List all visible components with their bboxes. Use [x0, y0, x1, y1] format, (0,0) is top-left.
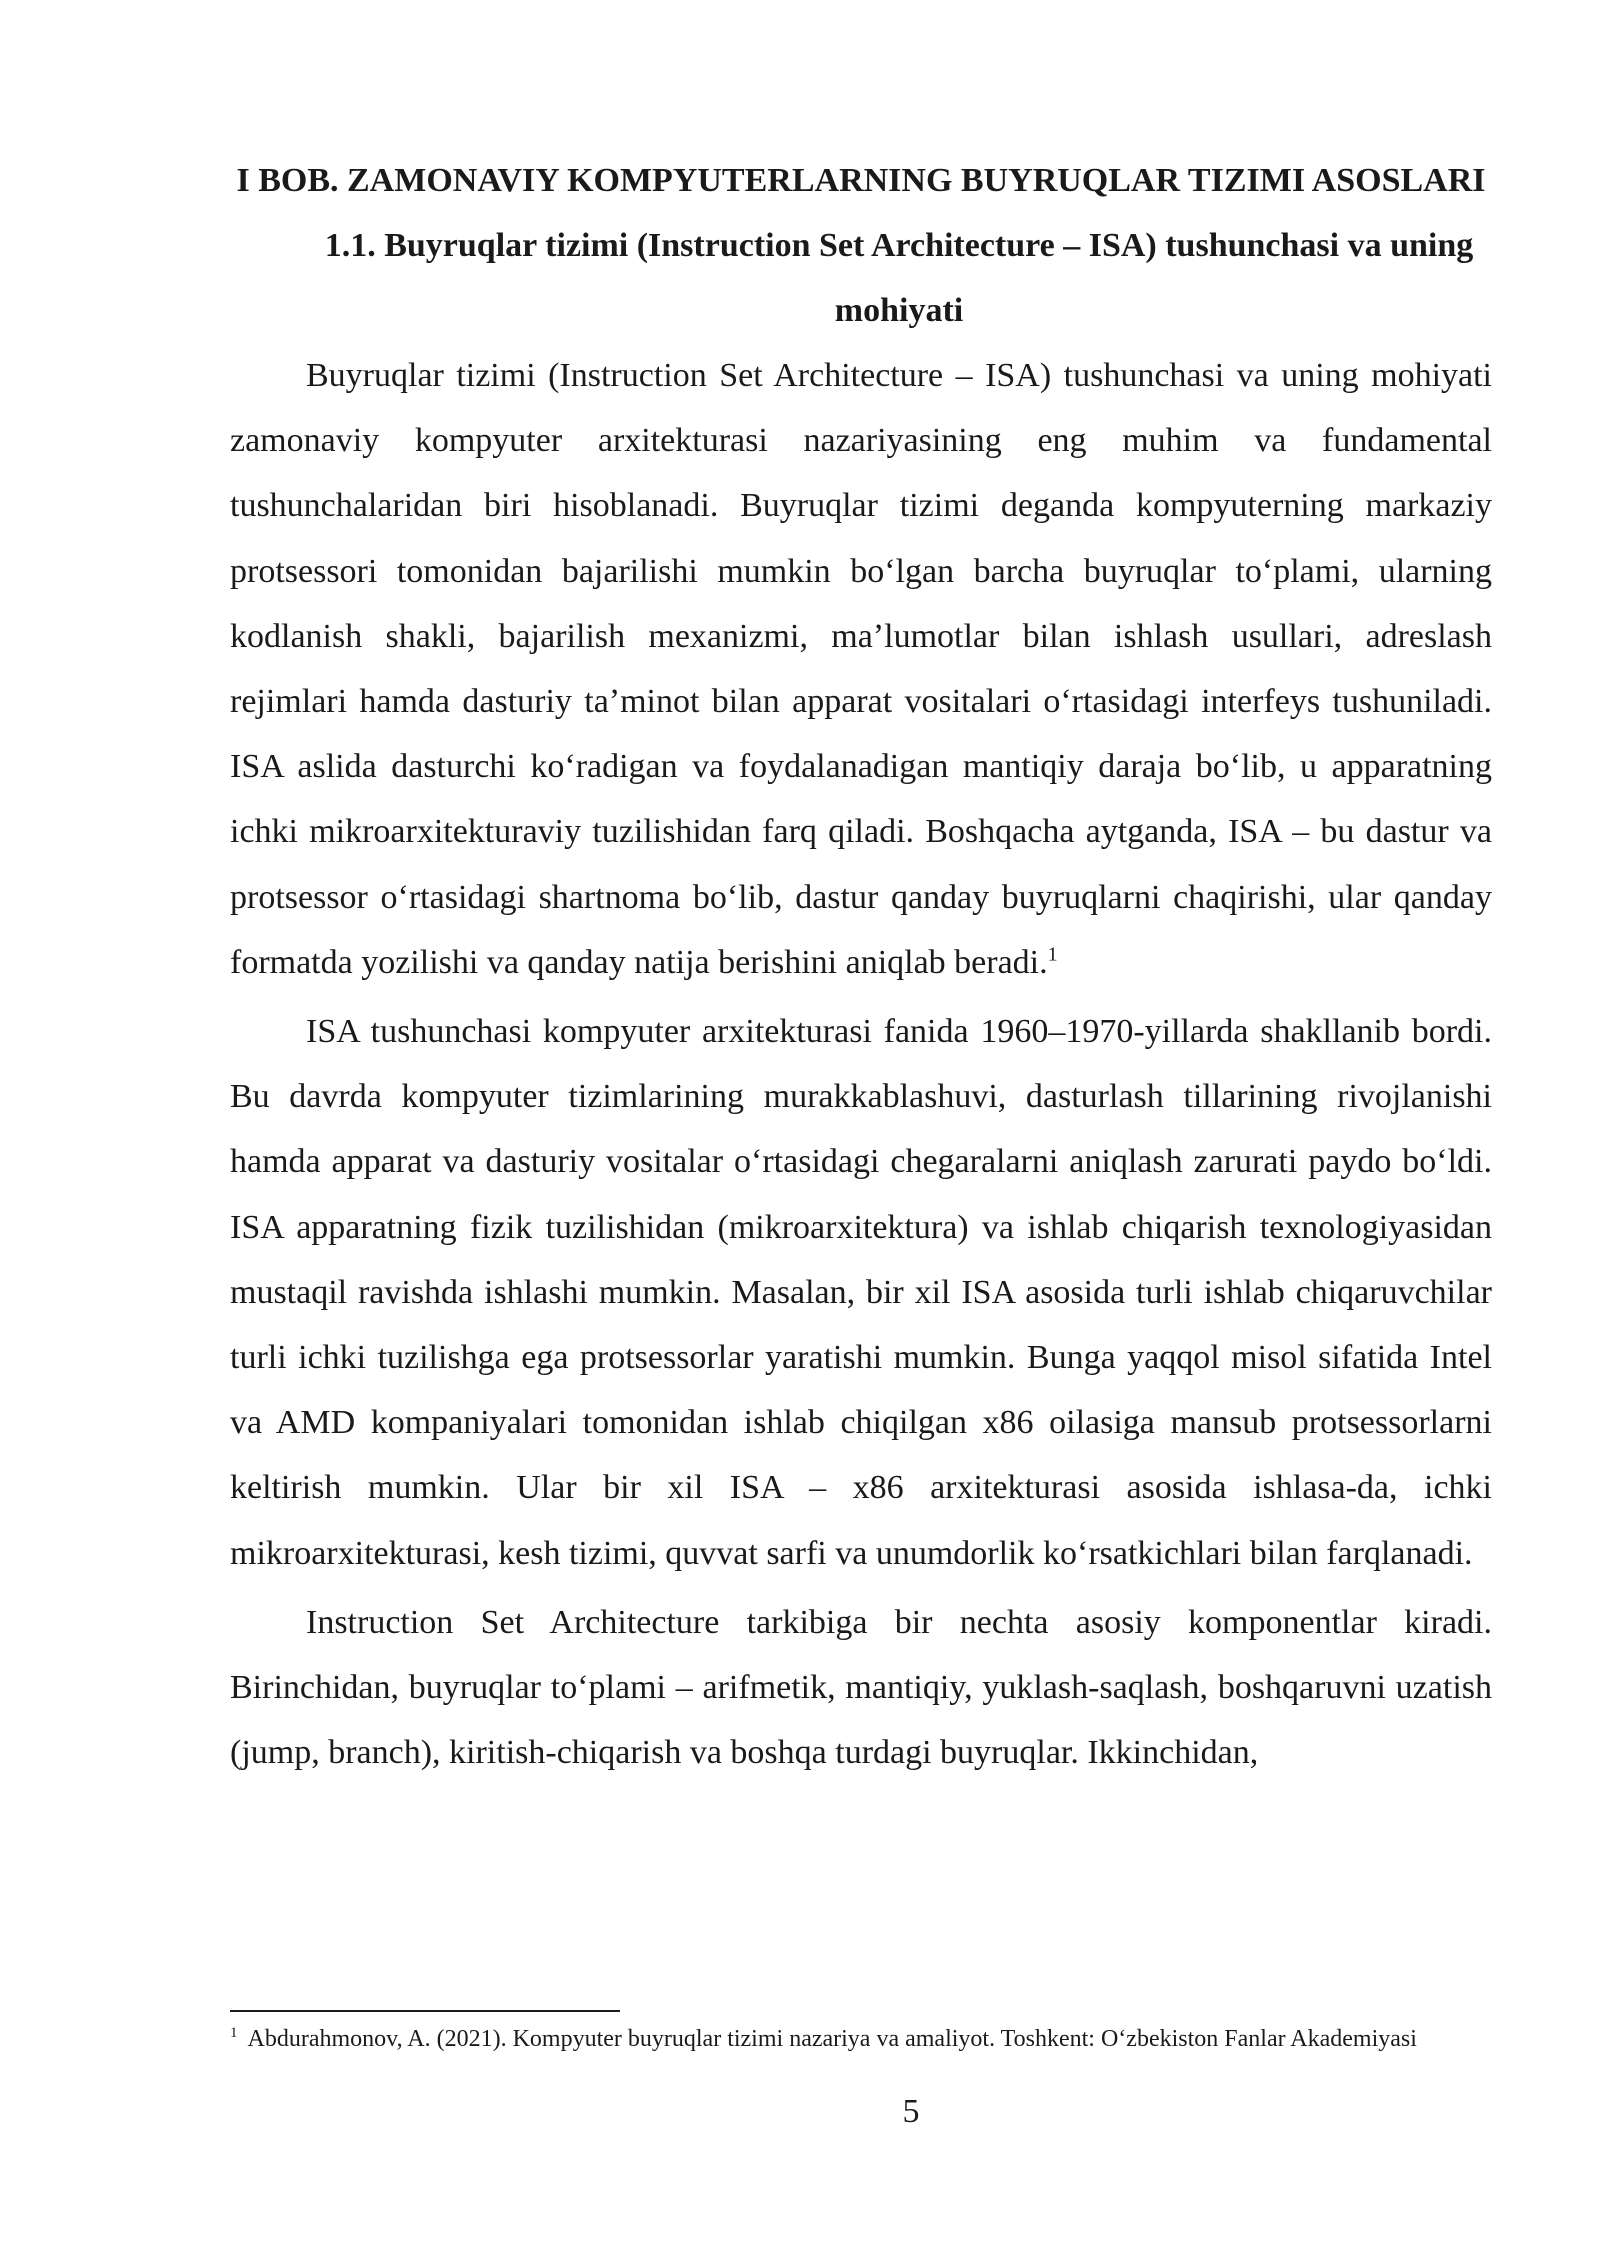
footnote-reference[interactable]: 1 — [1047, 943, 1058, 966]
body-paragraph-2: ISA tushunchasi kompyuter arxitekturasi fanida 1960–1970-yillarda shakllanib bordi. Bu davrda kompyuter tizimlarining murakkablashuvi, dasturlash tillarining rivojlanishi hamda apparat va dasturiy vositalar oʻrtasidagi chegaralarni aniqlash zarurati paydo boʻldi. ISA apparatning fizik tuzilishidan (mikroarxitektura) va ishlab chiqarish texnologiyasidan mustaqil ravishda ishlashi mumkin. Masalan, bir xil ISA asosida turli ishlab chiqaruvchilar turli ichki tuzilishga ega protsessorlar yaratishi mumkin. Bunga yaqqol misol sifatida Intel va AMD kompaniyalari tomonidan ishlab chiqilgan x86 oilasiga mansub protsessorlarni keltirish mumkin. Ular bir xil ISA – x86 arxitekturasi asosida ishlasa-da, ichki mikroarxitekturasi, kesh tizimi, quvvat sarfi va unumdorlik koʻrsatkichlari bilan farqlanadi. — [230, 1013, 1492, 1572]
document-page — [230, 148, 1492, 1785]
body-paragraph-3: Instruction Set Architecture tarkibiga bir nechta asosiy komponentlar kiradi. Birinchidan, buyruqlar toʻplami – arifmetik, mantiqiy, yuklash-saqlash, boshqaruvni uzatish (jump, branch), kiritish-chiqarish va boshqa turdagi buyruqlar. Ikkinchidan, — [230, 1603, 1492, 1772]
chapter-title: I BOB. ZAMONAVIY KOMPYUTERLARNING BUYRUQLAR TIZIMI ASOSLARI — [236, 162, 1486, 199]
paragraph-1-text: Buyruqlar tizimi (Instruction Set Architecture – ISA) tushunchasi va uning mohiyati zamonaviy kompyuter arxitekturasi nazariyasining eng muhim va fundamental tushunchalaridan biri hisoblanadi. Buyruqlar tizimi deganda kompyuterning markaziy protsessori tomonidan bajarilishi mumkin boʻlgan barcha buyruqlar toʻplami, ularning kodlanish shakli, bajarilish mexanizmi, maʼlumotlar bilan ishlash usullari, adreslash rejimlari hamda dasturiy taʼminot bilan apparat vositalari oʻrtasidagi interfeys tushuniladi. ISA aslida dasturchi koʻradigan va foydalanadigan mantiqiy daraja boʻlib, u apparatning ichki mikroarxitekturaviy tuzilishidan farq qiladi. Boshqacha aytganda, ISA – bu dastur va protsessor oʻrtasidagi shartnoma boʻlib, dastur qanday buyruqlarni chaqirishi, ular qanday formatda yozilishi va qanday natija berishini aniqlab beradi. — [230, 357, 1492, 981]
page-number: 5 — [902, 2093, 920, 2130]
section-title: 1.1. Buyruqlar tizimi (Instruction Set Architecture – ISA) tushunchasi va uning mohiyati — [324, 227, 1474, 329]
footnote — [230, 2024, 1492, 2055]
footnote-text: Abdurahmonov, A. (2021). Kompyuter buyruqlar tizimi nazariya va amaliyot. Toshkent: Oʻzbekiston Fanlar Akademiyasi — [247, 2026, 1417, 2052]
footnote-separator — [230, 2010, 620, 2012]
footnote-marker: 1 — [230, 2025, 238, 2041]
body-paragraph-1 — [230, 343, 1492, 995]
